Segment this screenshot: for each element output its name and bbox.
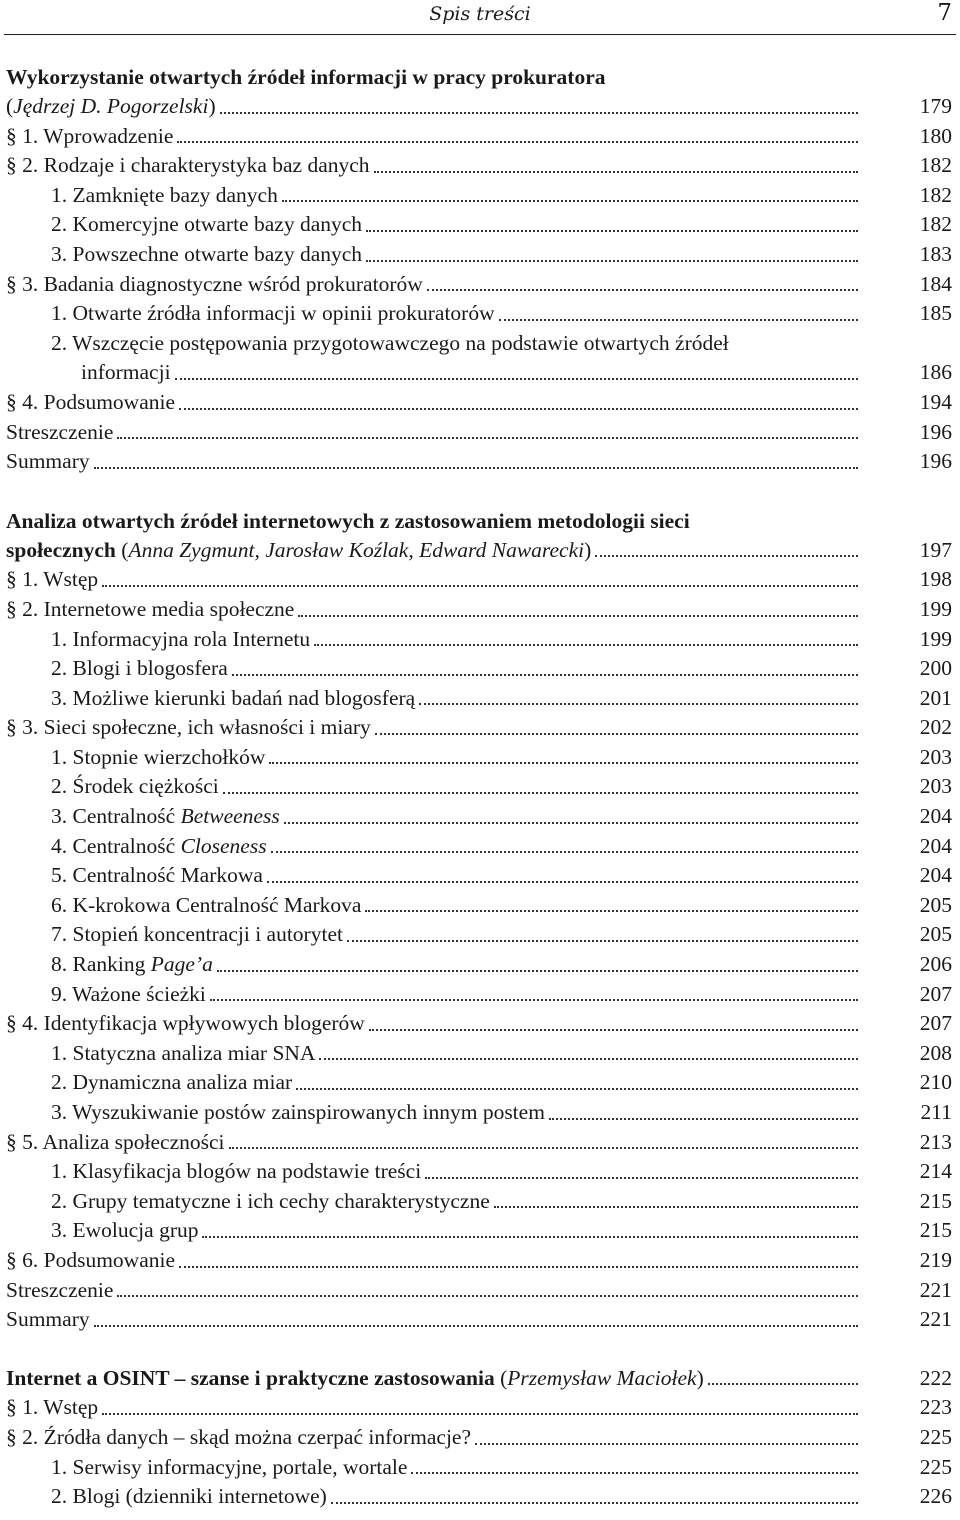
entry-title <box>51 627 312 651</box>
entry-title <box>6 538 593 562</box>
dot-leader <box>369 1029 858 1031</box>
toc-entry[interactable] <box>6 654 952 684</box>
entry-title <box>6 1395 100 1419</box>
toc-entry[interactable] <box>6 1482 952 1512</box>
entry-title <box>6 597 296 621</box>
entry-title <box>6 1248 177 1272</box>
toc-entry[interactable] <box>6 1009 952 1039</box>
entry-text: 3. Możliwe kierunki badań nad blogosferą <box>51 685 416 710</box>
entry-text: 3. Powszechne otwarte bazy danych <box>51 241 363 266</box>
entry-title <box>51 922 345 946</box>
entry-title <box>6 94 218 118</box>
entry-page-number: 180 <box>919 123 952 148</box>
entry-text: 2. Grupy tematyczne i ich cechy charakterystyczne <box>51 1188 490 1213</box>
entry-page-number: 222 <box>919 1365 952 1390</box>
entry-text: § 2. Źródła danych – skąd można czerpać informacje? <box>6 1424 472 1449</box>
toc-entry[interactable] <box>6 270 952 300</box>
entry-page-number: 207 <box>919 981 952 1006</box>
dot-leader <box>269 762 858 764</box>
toc-entry[interactable] <box>6 358 952 388</box>
dot-leader <box>375 733 858 735</box>
entry-text: Streszczenie <box>6 1277 114 1302</box>
dot-leader <box>365 910 858 912</box>
dot-leader <box>229 1147 858 1149</box>
toc-entry[interactable] <box>6 802 952 832</box>
dot-leader <box>411 1472 858 1474</box>
toc-entry[interactable] <box>6 1068 952 1098</box>
entry-title <box>6 1278 115 1302</box>
toc-entry[interactable] <box>6 92 952 122</box>
entry-title <box>51 834 269 858</box>
dot-leader <box>267 881 858 883</box>
dot-leader <box>94 1325 858 1327</box>
entry-title <box>51 745 267 769</box>
entry-page-number: 225 <box>919 1454 952 1479</box>
entry-title <box>51 1189 492 1213</box>
toc-entry[interactable] <box>6 299 952 329</box>
entry-title <box>6 1425 473 1449</box>
entry-page-number: 184 <box>919 271 952 296</box>
entry-title <box>51 804 282 828</box>
entry-text: 2. Komercyjne otwarte bazy danych <box>51 212 363 237</box>
entry-post: ) <box>696 1365 704 1390</box>
entry-title <box>6 567 100 591</box>
dot-leader <box>117 1295 858 1297</box>
toc-entry[interactable] <box>6 329 952 359</box>
entry-page-number: 221 <box>919 1307 952 1332</box>
page-number: 7 <box>937 0 952 26</box>
entry-title <box>51 183 280 207</box>
dot-leader <box>296 1088 858 1090</box>
entry-text: § 2. Internetowe media społeczne <box>6 596 295 621</box>
entry-title <box>6 449 92 473</box>
section-title: Analiza otwartych źródeł internetowych z zastosowaniem metodologii sieci <box>6 508 690 533</box>
entry-text: 2. Środek ciężkości <box>51 774 219 799</box>
dot-leader <box>232 674 858 676</box>
entry-title <box>51 1455 409 1479</box>
entry-page-number: 215 <box>919 1218 952 1243</box>
entry-page-number: 198 <box>919 567 952 592</box>
entry-page-number: 206 <box>919 952 952 977</box>
dot-leader <box>102 585 858 587</box>
toc-entry[interactable] <box>6 1246 952 1276</box>
entry-text: 1. Klasyfikacja blogów na podstawie treści <box>51 1159 422 1184</box>
entry-page-number: 185 <box>919 301 952 326</box>
dot-leader <box>210 999 858 1001</box>
entry-pre: ( <box>6 94 14 118</box>
toc-entry[interactable] <box>6 1305 952 1335</box>
dot-leader <box>549 1118 858 1120</box>
entry-title <box>51 686 417 710</box>
entry-title <box>6 1366 706 1390</box>
dot-leader <box>366 230 858 232</box>
toc-entry[interactable] <box>6 1364 952 1394</box>
entry-title <box>51 982 208 1006</box>
entry-text: 2. Wszczęcie postępowania przygotowawczego na podstawie otwartych źródeł <box>51 330 729 355</box>
entry-page-number: 205 <box>919 922 952 947</box>
entry-title <box>51 774 221 798</box>
entry-text: Streszczenie <box>6 419 114 444</box>
dot-leader <box>220 112 858 114</box>
entry-page-number: 208 <box>919 1040 952 1065</box>
table-of-contents <box>6 62 952 1512</box>
entry-title <box>51 952 215 976</box>
entry-page-number: 213 <box>919 1129 952 1154</box>
entry-title <box>6 715 373 739</box>
dot-leader <box>94 467 858 469</box>
toc-entry[interactable] <box>6 625 952 655</box>
entry-page-number: 204 <box>919 804 952 829</box>
dot-leader <box>499 319 858 321</box>
dot-leader <box>282 200 858 202</box>
entry-italic: Page’a <box>150 952 213 977</box>
entry-title <box>51 863 265 887</box>
entry-page-number: 211 <box>920 1100 952 1124</box>
toc-entry[interactable] <box>6 536 952 566</box>
toc-section <box>6 1364 952 1512</box>
entry-title <box>6 1307 92 1331</box>
entry-title <box>51 1159 423 1183</box>
toc-entry[interactable] <box>6 1393 952 1423</box>
dot-leader <box>347 940 858 942</box>
entry-text: 7. Stopień koncentracji i autorytet <box>51 922 343 947</box>
entry-text: § 1. Wstęp <box>6 1395 99 1420</box>
entry-title <box>51 331 731 355</box>
entry-page-number: 203 <box>919 744 952 769</box>
entry-page-number: 201 <box>919 685 952 710</box>
entry-text: 1. Informacyjna rola Internetu <box>51 626 311 651</box>
entry-post: ) <box>584 537 592 562</box>
entry-text: 3. Centralność <box>51 804 181 829</box>
entry-page-number: 182 <box>919 212 952 237</box>
entry-page-number: 204 <box>919 863 952 888</box>
toc-entry[interactable] <box>6 122 952 152</box>
toc-entry[interactable] <box>6 832 952 862</box>
entry-title <box>81 360 173 384</box>
toc-entry[interactable] <box>6 210 952 240</box>
entry-author: Jędrzej D. Pogorzelski <box>13 94 209 118</box>
toc-entry[interactable] <box>6 1216 952 1246</box>
dot-leader <box>494 1206 858 1208</box>
dot-leader <box>425 1177 858 1179</box>
dot-leader <box>177 141 858 143</box>
dot-leader <box>331 1502 858 1504</box>
toc-entry[interactable] <box>6 240 952 270</box>
entry-text: 3. Ewolucja grup <box>51 1218 199 1243</box>
toc-entry[interactable] <box>6 1276 952 1306</box>
entry-page-number: 197 <box>919 537 952 562</box>
entry-text: 4. Centralność <box>51 833 181 858</box>
toc-entry[interactable] <box>6 418 952 448</box>
toc-entry[interactable] <box>6 772 952 802</box>
entry-text: § 5. Analiza społeczności <box>6 1129 225 1154</box>
entry-page-number: 225 <box>919 1424 952 1449</box>
entry-page-number: 199 <box>919 626 952 651</box>
entry-title <box>6 272 425 296</box>
toc-entry[interactable] <box>6 1039 952 1069</box>
dot-leader <box>419 703 858 705</box>
toc-entry[interactable] <box>6 1187 952 1217</box>
entry-title <box>51 242 364 266</box>
entry-text: 1. Statyczna analiza miar SNA <box>51 1040 316 1065</box>
dot-leader <box>179 408 858 410</box>
entry-page-number: 221 <box>919 1277 952 1302</box>
entry-italic: Closeness <box>180 833 267 858</box>
entry-text: 1. Stopnie wierzchołków <box>51 744 266 769</box>
entry-text: 1. Serwisy informacyjne, portale, wortale <box>51 1454 408 1479</box>
entry-text: 1. Zamknięte bazy danych <box>51 182 278 207</box>
dot-leader <box>314 644 858 646</box>
entry-title <box>51 656 230 680</box>
dot-leader <box>179 1266 858 1268</box>
entry-page-number: 215 <box>919 1188 952 1213</box>
entry-text: Summary <box>6 1307 90 1332</box>
entry-page-number: 200 <box>919 656 952 681</box>
entry-text: Summary <box>6 449 90 474</box>
toc-entry[interactable] <box>6 891 952 921</box>
entry-text: 9. Ważone ścieżki <box>51 981 206 1006</box>
toc-entry[interactable] <box>6 950 952 980</box>
entry-text: § 3. Badania diagnostyczne wśród prokuratorów <box>6 271 423 296</box>
entry-text: informacji <box>81 360 171 385</box>
dot-leader <box>595 555 858 557</box>
entry-page-number: 214 <box>919 1159 952 1184</box>
toc-entry[interactable] <box>6 447 952 477</box>
entry-text: 2. Blogi i blogosfera <box>51 656 228 681</box>
entry-title <box>51 301 497 325</box>
toc-entry[interactable] <box>6 743 952 773</box>
entry-text: § 1. Wprowadzenie <box>6 123 174 148</box>
entry-text: § 1. Wstęp <box>6 567 99 592</box>
entry-page-number: 210 <box>919 1070 952 1095</box>
entry-text: § 4. Identyfikacja wpływowych blogerów <box>6 1011 365 1036</box>
page-header <box>4 0 956 35</box>
entry-title <box>6 390 177 414</box>
entry-page-number: 194 <box>919 389 952 414</box>
entry-title <box>51 212 364 236</box>
entry-text: § 2. Rodzaje i charakterystyka baz danych <box>6 153 370 178</box>
entry-page-number: 207 <box>919 1011 952 1036</box>
running-head: Spis treści <box>429 3 531 25</box>
toc-section <box>6 506 952 1335</box>
entry-page-number: 223 <box>919 1395 952 1420</box>
entry-page-number: 219 <box>919 1247 952 1272</box>
entry-title <box>51 1070 294 1094</box>
entry-title <box>6 153 372 177</box>
entry-text: 1. Otwarte źródła informacji w opinii prokuratorów <box>51 301 495 326</box>
toc-entry[interactable] <box>6 181 952 211</box>
toc-entry[interactable] <box>6 1453 952 1483</box>
entry-text: 6. K-krokowa Centralność Markova <box>51 892 362 917</box>
dot-leader <box>427 289 858 291</box>
toc-entry[interactable] <box>6 595 952 625</box>
toc-entry[interactable] <box>6 1157 952 1187</box>
entry-author: Anna Zygmunt, Jarosław Koźlak, Edward Nawarecki <box>128 537 585 562</box>
entry-text: 2. Blogi (dzienniki internetowe) <box>51 1484 327 1509</box>
section-title: Wykorzystanie otwartych źródeł informacji w pracy prokuratora <box>6 65 606 89</box>
dot-leader <box>223 792 858 794</box>
entry-author: Przemysław Maciołek <box>507 1365 697 1390</box>
toc-entry[interactable] <box>6 920 952 950</box>
entry-italic: Betweeness <box>180 804 280 829</box>
entry-page-number: 226 <box>919 1484 952 1509</box>
entry-title <box>51 1484 329 1508</box>
entry-page-number: 202 <box>919 715 952 740</box>
entry-title <box>51 1218 200 1242</box>
dot-leader <box>298 615 858 617</box>
dot-leader <box>284 822 858 824</box>
entry-bold: społecznych <box>6 537 116 562</box>
dot-leader <box>202 1236 858 1238</box>
toc-entry[interactable] <box>6 388 952 418</box>
toc-entry[interactable] <box>6 1128 952 1158</box>
dot-leader <box>175 378 858 380</box>
toc-entry[interactable] <box>6 1098 952 1128</box>
dot-leader <box>374 171 858 173</box>
entry-pre: ( <box>115 537 129 562</box>
entry-page-number: 203 <box>919 774 952 799</box>
entry-page-number: 182 <box>919 153 952 178</box>
entry-title <box>6 1011 367 1035</box>
entry-page-number: 196 <box>919 449 952 474</box>
entry-text: § 3. Sieci społeczne, ich własności i miary <box>6 715 371 740</box>
entry-page-number: 183 <box>919 241 952 266</box>
entry-title <box>51 1041 317 1065</box>
entry-page-number: 196 <box>919 419 952 444</box>
toc-entry[interactable] <box>6 151 952 181</box>
entry-bold: Internet a OSINT – szanse i praktyczne zastosowania <box>6 1365 495 1390</box>
entry-title <box>51 893 363 917</box>
entry-page-number: 186 <box>919 360 952 385</box>
toc-entry[interactable] <box>6 713 952 743</box>
dot-leader <box>319 1058 858 1060</box>
entry-text: 5. Centralność Markowa <box>51 863 263 888</box>
dot-leader <box>475 1443 858 1445</box>
entry-text: 2. Dynamiczna analiza miar <box>51 1070 293 1095</box>
entry-page-number: 179 <box>919 94 952 118</box>
dot-leader <box>117 437 858 439</box>
dot-leader <box>708 1383 858 1385</box>
toc-entry[interactable] <box>6 861 952 891</box>
toc-entry[interactable] <box>6 684 952 714</box>
entry-text: § 6. Podsumowanie <box>6 1247 176 1272</box>
dot-leader <box>217 970 858 972</box>
entry-title <box>6 1130 227 1154</box>
entry-text: 8. Ranking <box>51 952 151 977</box>
entry-page-number: 204 <box>919 833 952 858</box>
toc-entry[interactable] <box>6 565 952 595</box>
entry-text: § 4. Podsumowanie <box>6 389 176 414</box>
entry-title <box>6 420 115 444</box>
dot-leader <box>271 851 858 853</box>
entry-post: ) <box>208 94 216 118</box>
toc-entry[interactable] <box>6 1423 952 1453</box>
entry-page-number: 182 <box>919 182 952 207</box>
toc-entry[interactable] <box>6 980 952 1010</box>
entry-title <box>51 1100 547 1124</box>
entry-page-number: 205 <box>919 892 952 917</box>
dot-leader <box>366 260 858 262</box>
entry-pre: ( <box>494 1365 508 1390</box>
toc-section <box>6 62 952 477</box>
dot-leader <box>102 1413 858 1415</box>
entry-page-number: 199 <box>919 596 952 621</box>
entry-title <box>6 124 175 148</box>
entry-text: 3. Wyszukiwanie postów zainspirowanych innym postem <box>51 1100 545 1124</box>
